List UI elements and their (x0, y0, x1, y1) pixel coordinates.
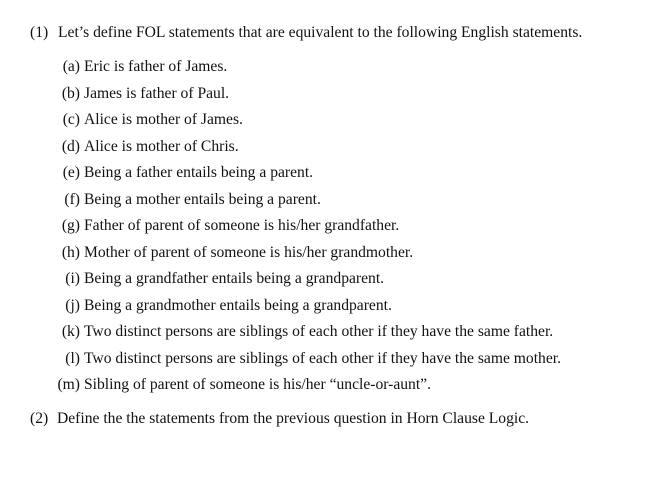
item-label: (d) (61, 138, 80, 155)
item-text: Eric is father of James. (84, 58, 228, 75)
item-label: (g) (61, 217, 80, 234)
item-text: Alice is mother of Chris. (84, 138, 239, 155)
question-number: (1) (30, 24, 49, 41)
item-label: (b) (61, 85, 80, 102)
item-text: Two distinct persons are siblings of each other if they have the same mother. (84, 350, 561, 367)
item-label: (m) (57, 376, 80, 393)
item-text: Being a grandfather entails being a grandparent. (84, 270, 385, 287)
item-text: James is father of Paul. (84, 85, 230, 102)
item-label: (h) (61, 244, 80, 261)
item-label: (a) (62, 58, 80, 75)
item-label: (j) (65, 297, 80, 314)
item-text: Being a grandmother entails being a grandparent. (84, 297, 392, 314)
item-text: Being a father entails being a parent. (84, 164, 314, 181)
item-text: Sibling of parent of someone is his/her “uncle-or-aunt”. (84, 376, 431, 393)
item-text: Father of parent of someone is his/her grandfather. (84, 217, 400, 234)
item-label: (e) (62, 164, 80, 181)
item-label: (c) (62, 111, 80, 128)
question-text: Let’s define FOL statements that are equivalent to the following English statements. (58, 24, 583, 41)
question-number: (2) (30, 410, 49, 427)
item-text: Mother of parent of someone is his/her grandmother. (84, 244, 414, 261)
item-label: (i) (65, 270, 80, 287)
item-text: Alice is mother of James. (84, 111, 243, 128)
item-text: Being a mother entails being a parent. (84, 191, 321, 208)
question-text: Define the the statements from the previous question in Horn Clause Logic. (57, 410, 530, 427)
item-label: (l) (65, 350, 80, 367)
item-label: (k) (61, 323, 80, 340)
item-text: Two distinct persons are siblings of each other if they have the same father. (84, 323, 554, 340)
item-label: (f) (64, 191, 80, 208)
